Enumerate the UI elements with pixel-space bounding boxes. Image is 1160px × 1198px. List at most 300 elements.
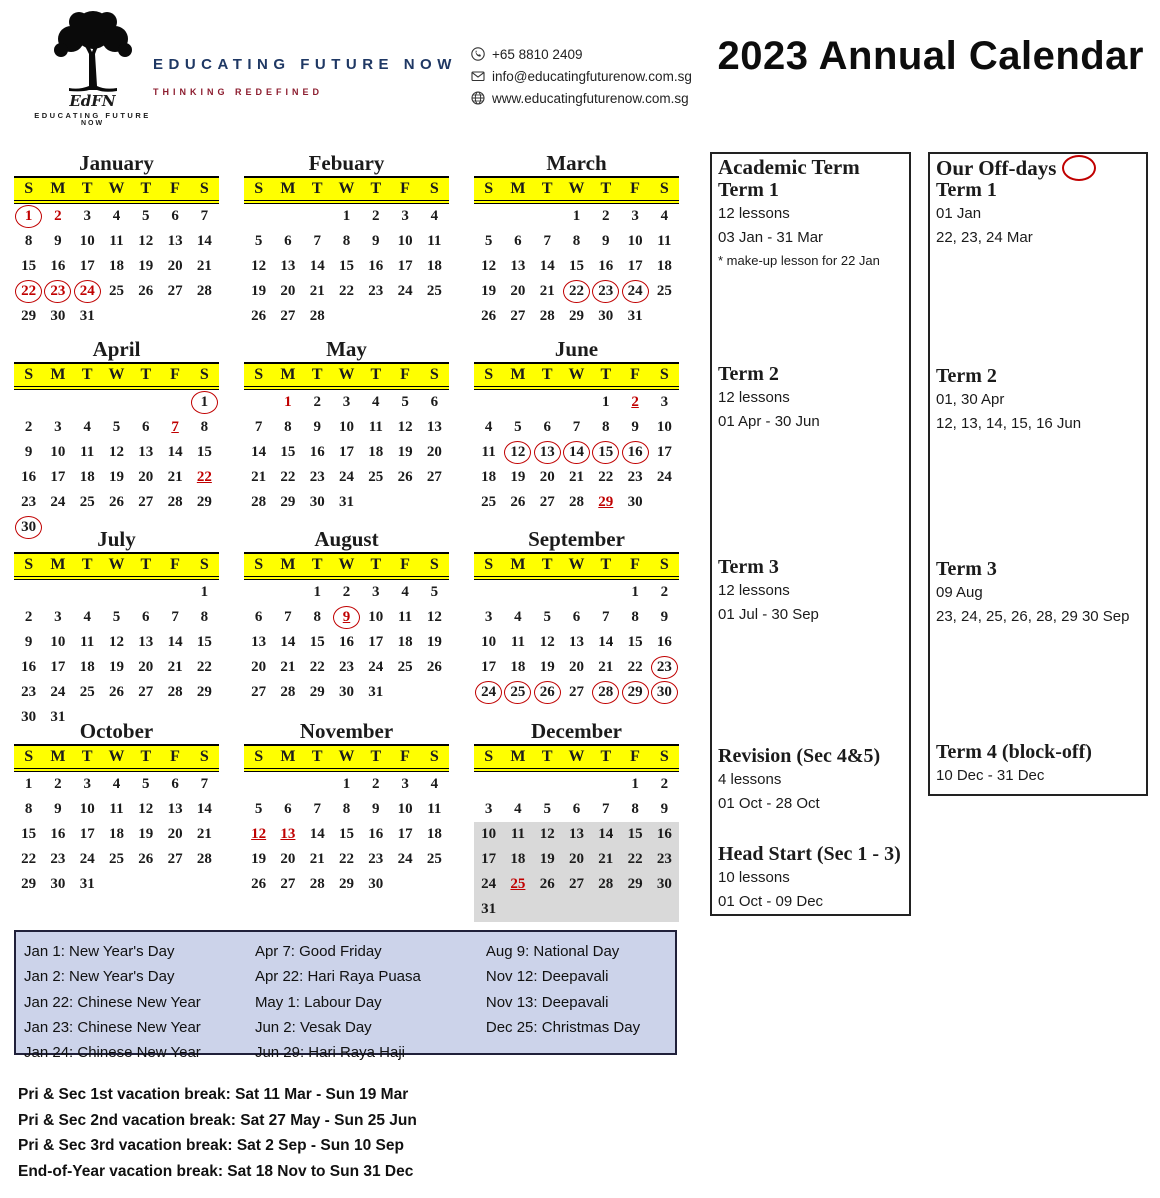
day-cell bbox=[650, 254, 679, 279]
day-number: 24 bbox=[79, 851, 95, 867]
day-number: 20 bbox=[138, 659, 154, 675]
week-row bbox=[244, 655, 449, 680]
day-cell bbox=[332, 872, 361, 897]
day-cell bbox=[650, 204, 679, 229]
day-cell bbox=[420, 415, 449, 440]
day-cell bbox=[43, 797, 72, 822]
week-row bbox=[14, 229, 219, 254]
week-row bbox=[474, 580, 679, 605]
day-number: 2 bbox=[372, 208, 380, 224]
weekday-label: T bbox=[600, 366, 612, 383]
day-cell bbox=[131, 605, 160, 630]
section-line: 12 lessons bbox=[718, 582, 790, 599]
day-cell bbox=[420, 229, 449, 254]
day-cell bbox=[361, 872, 390, 897]
day-cell bbox=[562, 229, 591, 254]
day-cell bbox=[533, 415, 562, 440]
day-cell bbox=[190, 822, 219, 847]
day-cell bbox=[14, 490, 43, 515]
day-number: 19 bbox=[481, 283, 497, 299]
day-cell bbox=[620, 465, 649, 490]
day-number: 1 bbox=[631, 584, 639, 600]
weekday-label: M bbox=[50, 556, 66, 573]
day-cell bbox=[160, 440, 189, 465]
day-cell bbox=[503, 680, 532, 705]
day-number: 3 bbox=[484, 801, 493, 817]
day-number: 24 bbox=[397, 851, 413, 867]
day-number: 31 bbox=[338, 494, 354, 510]
section-note: * make-up lesson for 22 Jan bbox=[718, 253, 880, 268]
day-number: 4 bbox=[401, 584, 409, 600]
day-cell bbox=[273, 847, 302, 872]
month-january bbox=[14, 150, 219, 329]
day-cell bbox=[102, 680, 131, 705]
day-cell bbox=[244, 580, 273, 605]
weekday-label: S bbox=[254, 748, 264, 765]
section-heading: Head Start (Sec 1 - 3) bbox=[718, 843, 901, 865]
day-number: 3 bbox=[342, 394, 351, 410]
section-line: 01 Oct - 09 Dec bbox=[718, 893, 824, 910]
day-cell bbox=[591, 465, 620, 490]
day-number: 16 bbox=[656, 634, 672, 650]
month-title: May bbox=[326, 337, 367, 361]
day-number: 22 bbox=[338, 851, 354, 867]
contact-website-row bbox=[471, 87, 692, 109]
day-cell bbox=[562, 465, 591, 490]
day-cell bbox=[244, 872, 273, 897]
weekday-label: S bbox=[484, 366, 494, 383]
day-number: 1 bbox=[191, 391, 218, 414]
day-cell bbox=[650, 655, 679, 680]
month-title: July bbox=[97, 527, 136, 551]
day-cell bbox=[102, 630, 131, 655]
day-number: 18 bbox=[481, 469, 497, 485]
day-cell bbox=[73, 797, 102, 822]
day-cell bbox=[244, 440, 273, 465]
day-cell bbox=[361, 772, 390, 797]
day-number: 19 bbox=[251, 851, 267, 867]
day-cell bbox=[533, 772, 562, 797]
day-number: 31 bbox=[481, 901, 497, 917]
weekday-label: S bbox=[659, 748, 669, 765]
day-number: 21 bbox=[167, 659, 183, 675]
week-row bbox=[474, 772, 679, 797]
day-number: 4 bbox=[514, 609, 522, 625]
holidays-column-3 bbox=[486, 939, 675, 1053]
day-cell bbox=[14, 229, 43, 254]
day-cell bbox=[102, 847, 131, 872]
day-cell bbox=[474, 772, 503, 797]
weekday-label: M bbox=[510, 556, 526, 573]
day-cell bbox=[503, 822, 532, 847]
day-cell bbox=[244, 772, 273, 797]
section-line: 01 Jul - 30 Sep bbox=[718, 606, 819, 623]
day-number: 17 bbox=[481, 851, 497, 867]
page-title: 2023 Annual Calendar bbox=[717, 34, 1144, 78]
weekday-label: S bbox=[659, 180, 669, 197]
day-cell bbox=[420, 204, 449, 229]
academic-term-2 bbox=[718, 362, 905, 434]
contact-block bbox=[471, 43, 692, 109]
day-cell bbox=[562, 897, 591, 922]
day-cell bbox=[620, 304, 649, 329]
day-cell bbox=[244, 254, 273, 279]
day-number: 22 bbox=[598, 469, 614, 485]
day-number: 13 bbox=[568, 634, 584, 650]
day-number: 18 bbox=[79, 469, 95, 485]
day-cell bbox=[14, 465, 43, 490]
day-cell bbox=[361, 229, 390, 254]
day-cell bbox=[420, 254, 449, 279]
day-number: 23 bbox=[627, 469, 643, 485]
day-number: 29 bbox=[196, 684, 212, 700]
weekday-label: W bbox=[108, 556, 125, 573]
day-cell bbox=[43, 772, 72, 797]
day-cell bbox=[131, 655, 160, 680]
day-cell bbox=[591, 797, 620, 822]
day-cell bbox=[102, 465, 131, 490]
section-heading: Term 1 bbox=[936, 179, 997, 201]
day-number: 23 bbox=[309, 469, 325, 485]
brand-text bbox=[153, 56, 457, 97]
day-number: 10 bbox=[79, 233, 95, 249]
day-number: 7 bbox=[284, 609, 292, 625]
weekday-label: M bbox=[50, 180, 66, 197]
day-number: 14 bbox=[280, 634, 296, 650]
day-number: 14 bbox=[167, 634, 183, 650]
week-row bbox=[244, 204, 449, 229]
day-cell bbox=[273, 440, 302, 465]
day-number: 14 bbox=[251, 444, 267, 460]
day-cell bbox=[73, 465, 102, 490]
day-cell bbox=[420, 630, 449, 655]
day-cell bbox=[43, 490, 72, 515]
day-number: 9 bbox=[24, 444, 33, 460]
weekday-header-row bbox=[14, 362, 219, 390]
day-cell bbox=[533, 304, 562, 329]
day-number: 1 bbox=[313, 584, 321, 600]
weekday-label: F bbox=[400, 180, 410, 197]
day-number: 21 bbox=[196, 826, 212, 842]
weekday-label: W bbox=[338, 180, 355, 197]
weekday-label: T bbox=[541, 366, 553, 383]
day-number: 11 bbox=[397, 609, 413, 625]
day-cell bbox=[332, 847, 361, 872]
day-cell bbox=[361, 797, 390, 822]
vacation-note-line: Pri & Sec 2nd vacation break: Sat 27 May - Sun 25 Jun bbox=[18, 1111, 417, 1129]
day-cell bbox=[591, 580, 620, 605]
day-number: 15 bbox=[309, 634, 325, 650]
day-number: 22 bbox=[309, 659, 325, 675]
day-cell bbox=[503, 580, 532, 605]
day-cell bbox=[190, 797, 219, 822]
day-number: 9 bbox=[631, 419, 639, 435]
day-cell bbox=[533, 229, 562, 254]
day-cell bbox=[533, 655, 562, 680]
day-cell bbox=[390, 822, 419, 847]
day-number: 5 bbox=[112, 419, 121, 435]
day-cell bbox=[190, 847, 219, 872]
day-number: 28 bbox=[167, 494, 183, 510]
day-cell bbox=[332, 415, 361, 440]
day-number: 11 bbox=[510, 826, 526, 842]
weekday-label: S bbox=[24, 556, 34, 573]
day-cell bbox=[273, 872, 302, 897]
day-number: 22 bbox=[627, 851, 643, 867]
day-number: 4 bbox=[112, 208, 121, 224]
weekday-header-row bbox=[244, 362, 449, 390]
day-cell bbox=[303, 279, 332, 304]
day-cell bbox=[361, 440, 390, 465]
month-december bbox=[474, 718, 679, 922]
day-number: 28 bbox=[539, 308, 555, 324]
day-cell bbox=[131, 490, 160, 515]
day-cell bbox=[620, 440, 649, 465]
day-cell bbox=[273, 229, 302, 254]
off-days-term-4 bbox=[936, 740, 1142, 788]
month-title: August bbox=[314, 527, 379, 551]
day-cell bbox=[190, 279, 219, 304]
day-cell bbox=[102, 772, 131, 797]
day-number: 16 bbox=[338, 634, 354, 650]
day-cell bbox=[361, 465, 390, 490]
day-cell bbox=[190, 304, 219, 329]
day-cell bbox=[591, 304, 620, 329]
day-number: 12 bbox=[108, 634, 124, 650]
week-row bbox=[14, 580, 219, 605]
day-number: 3 bbox=[401, 208, 409, 224]
day-number: 13 bbox=[251, 634, 267, 650]
day-cell bbox=[131, 390, 160, 415]
day-cell bbox=[160, 580, 189, 605]
week-row bbox=[474, 847, 679, 872]
week-row bbox=[474, 204, 679, 229]
day-number: 19 bbox=[510, 469, 526, 485]
day-number: 9 bbox=[602, 233, 610, 249]
day-cell bbox=[131, 440, 160, 465]
day-number: 18 bbox=[656, 258, 672, 274]
weekday-label: F bbox=[170, 180, 180, 197]
month-july bbox=[14, 526, 219, 730]
day-number: 5 bbox=[543, 609, 551, 625]
day-number: 29 bbox=[627, 876, 643, 892]
day-number: 12 bbox=[251, 258, 267, 274]
day-cell bbox=[273, 797, 302, 822]
day-number: 8 bbox=[24, 801, 33, 817]
day-number: 29 bbox=[622, 681, 649, 704]
day-cell bbox=[650, 605, 679, 630]
day-number: 17 bbox=[397, 826, 413, 842]
day-cell bbox=[102, 822, 131, 847]
day-number: 12 bbox=[108, 444, 124, 460]
day-cell bbox=[273, 772, 302, 797]
day-number: 26 bbox=[108, 684, 124, 700]
week-row bbox=[474, 630, 679, 655]
day-cell bbox=[420, 847, 449, 872]
day-number: 25 bbox=[426, 283, 442, 299]
day-cell bbox=[43, 580, 72, 605]
day-cell bbox=[303, 465, 332, 490]
day-cell bbox=[14, 440, 43, 465]
day-cell bbox=[390, 605, 419, 630]
academic-term-1 bbox=[718, 178, 905, 272]
weekday-label: W bbox=[568, 748, 585, 765]
day-cell bbox=[420, 580, 449, 605]
day-cell bbox=[303, 797, 332, 822]
day-number: 2 bbox=[342, 584, 351, 600]
day-number: 6 bbox=[514, 233, 522, 249]
day-cell bbox=[562, 254, 591, 279]
day-number: 22 bbox=[196, 469, 212, 485]
day-number: 15 bbox=[627, 634, 643, 650]
day-cell bbox=[562, 822, 591, 847]
day-number: 8 bbox=[602, 419, 610, 435]
day-cell bbox=[650, 304, 679, 329]
day-cell bbox=[244, 304, 273, 329]
day-cell bbox=[303, 415, 332, 440]
day-number: 12 bbox=[539, 826, 555, 842]
section-line: 12 lessons bbox=[718, 205, 790, 222]
day-number: 4 bbox=[514, 801, 522, 817]
day-number: 1 bbox=[572, 208, 581, 224]
week-row bbox=[14, 680, 219, 705]
day-number: 6 bbox=[543, 419, 551, 435]
weekday-label: M bbox=[510, 366, 526, 383]
day-cell bbox=[420, 797, 449, 822]
day-number: 15 bbox=[21, 258, 37, 274]
day-number: 25 bbox=[426, 851, 442, 867]
holiday-item: Jan 23: Chinese New Year bbox=[24, 1018, 201, 1036]
day-cell bbox=[160, 415, 189, 440]
day-number: 13 bbox=[426, 419, 442, 435]
weekday-label: F bbox=[400, 366, 410, 383]
day-number: 30 bbox=[309, 494, 325, 510]
weekday-label: S bbox=[659, 366, 669, 383]
day-cell bbox=[131, 680, 160, 705]
day-cell bbox=[474, 254, 503, 279]
day-number: 3 bbox=[631, 208, 639, 224]
weekday-header-row bbox=[244, 744, 449, 772]
weekday-label: F bbox=[170, 366, 180, 383]
weekday-label: T bbox=[311, 748, 323, 765]
day-cell bbox=[43, 390, 72, 415]
day-cell bbox=[562, 605, 591, 630]
day-cell bbox=[650, 490, 679, 515]
day-cell bbox=[73, 847, 102, 872]
weekday-header-row bbox=[14, 744, 219, 772]
day-number: 16 bbox=[21, 659, 37, 675]
day-number: 20 bbox=[539, 469, 555, 485]
day-cell bbox=[244, 465, 273, 490]
day-number: 7 bbox=[572, 419, 581, 435]
day-number: 12 bbox=[481, 258, 497, 274]
day-cell bbox=[390, 229, 419, 254]
weekday-label: M bbox=[280, 556, 296, 573]
day-number: 20 bbox=[167, 826, 183, 842]
months-grid bbox=[14, 150, 682, 922]
off-days-term-2 bbox=[936, 364, 1142, 436]
week-row bbox=[244, 580, 449, 605]
day-number: 18 bbox=[79, 659, 95, 675]
day-cell bbox=[160, 465, 189, 490]
day-cell bbox=[102, 304, 131, 329]
day-cell bbox=[620, 897, 649, 922]
day-cell bbox=[474, 390, 503, 415]
day-number: 16 bbox=[368, 258, 384, 274]
holiday-item: Nov 13: Deepavali bbox=[485, 993, 609, 1011]
day-cell bbox=[160, 797, 189, 822]
day-cell bbox=[273, 390, 302, 415]
day-number: 24 bbox=[622, 280, 649, 303]
day-number: 31 bbox=[627, 308, 643, 324]
day-cell bbox=[303, 655, 332, 680]
day-cell bbox=[503, 390, 532, 415]
month-june bbox=[474, 336, 679, 515]
day-cell bbox=[190, 390, 219, 415]
day-number: 16 bbox=[598, 258, 614, 274]
day-number: 21 bbox=[251, 469, 267, 485]
day-number: 10 bbox=[50, 634, 66, 650]
holiday-item: Jan 2: New Year's Day bbox=[24, 968, 175, 986]
day-cell bbox=[533, 872, 562, 897]
day-cell bbox=[390, 440, 419, 465]
day-cell bbox=[14, 630, 43, 655]
section-line: 03 Jan - 31 Mar bbox=[718, 229, 824, 246]
month-title: November bbox=[299, 719, 394, 743]
weekday-label: W bbox=[338, 748, 355, 765]
section-line: 10 Dec - 31 Dec bbox=[936, 767, 1045, 784]
weekday-label: S bbox=[199, 748, 209, 765]
day-cell bbox=[131, 254, 160, 279]
day-cell bbox=[273, 630, 302, 655]
day-number: 15 bbox=[280, 444, 296, 460]
day-cell bbox=[244, 204, 273, 229]
day-cell bbox=[620, 847, 649, 872]
day-number: 12 bbox=[426, 609, 442, 625]
weekday-label: F bbox=[630, 748, 640, 765]
day-cell bbox=[244, 605, 273, 630]
day-number: 16 bbox=[622, 441, 649, 464]
day-cell bbox=[420, 772, 449, 797]
weekday-label: M bbox=[50, 748, 66, 765]
day-cell bbox=[650, 415, 679, 440]
day-number: 11 bbox=[510, 634, 526, 650]
day-cell bbox=[361, 822, 390, 847]
off-days-box bbox=[928, 152, 1148, 796]
day-cell bbox=[591, 254, 620, 279]
day-number: 11 bbox=[109, 233, 124, 249]
day-cell bbox=[160, 279, 189, 304]
day-number: 24 bbox=[481, 876, 497, 892]
day-cell bbox=[244, 630, 273, 655]
day-cell bbox=[390, 772, 419, 797]
day-cell bbox=[303, 304, 332, 329]
day-number: 18 bbox=[108, 258, 124, 274]
day-number: 22 bbox=[21, 851, 37, 867]
day-number: 24 bbox=[368, 659, 384, 675]
weekday-label: T bbox=[81, 748, 93, 765]
day-cell bbox=[620, 680, 649, 705]
week-row bbox=[474, 797, 679, 822]
day-number: 1 bbox=[631, 776, 639, 792]
day-number: 25 bbox=[79, 494, 95, 510]
day-number: 17 bbox=[79, 258, 95, 274]
day-cell bbox=[650, 440, 679, 465]
weekday-label: T bbox=[370, 748, 382, 765]
day-number: 20 bbox=[510, 283, 526, 299]
weekday-label: T bbox=[140, 556, 152, 573]
day-cell bbox=[14, 390, 43, 415]
